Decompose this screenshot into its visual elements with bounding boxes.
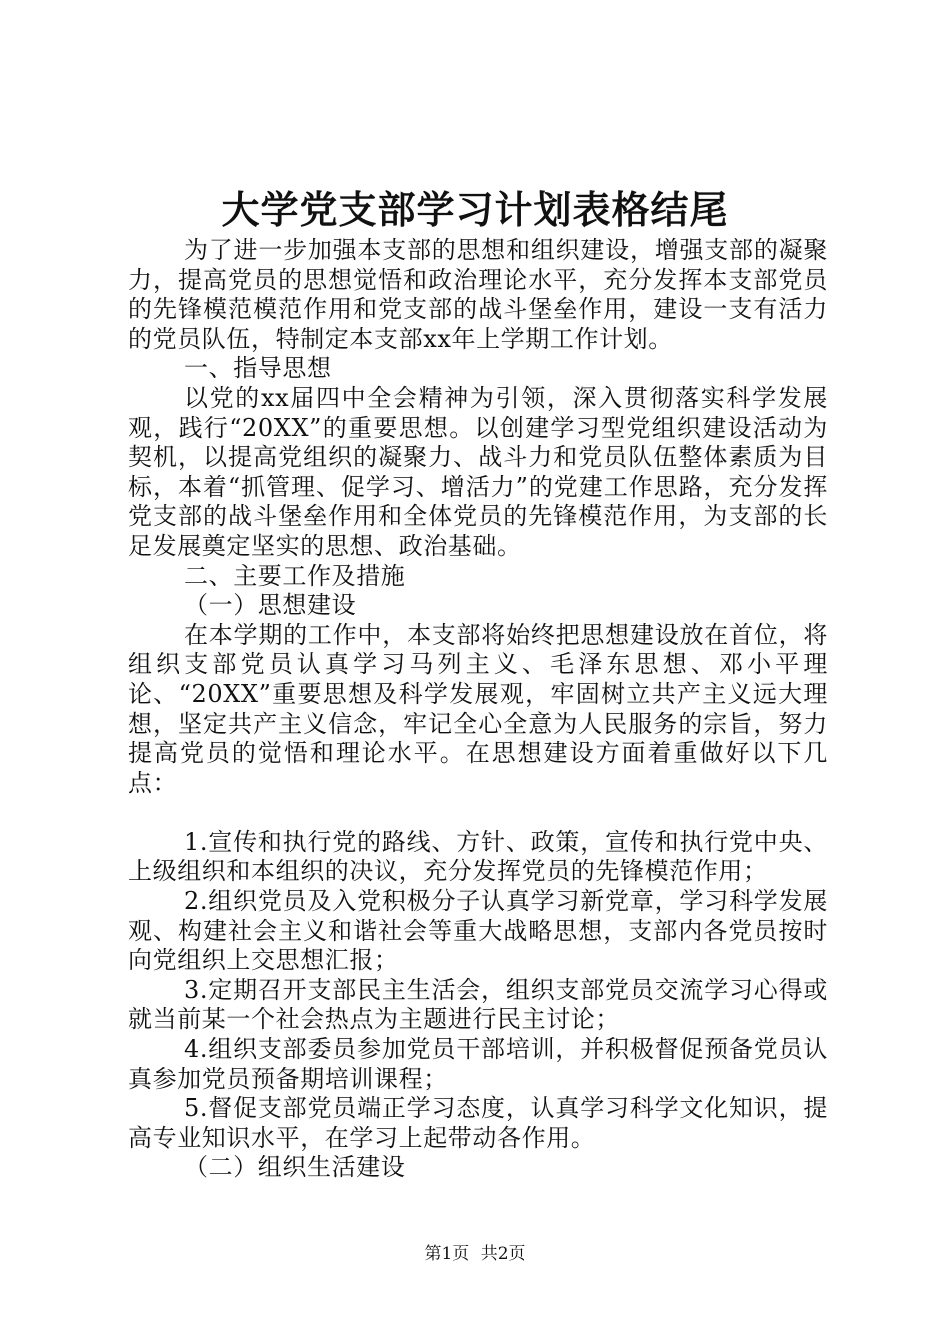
page-footer bbox=[0, 1243, 950, 1265]
list-item-2: 2.组织党员及入党积极分子认真学习新党章，学习科学发展观、构建社会主义和谐社会等重大战略思想，支部内各党员按时向党组织上交思想汇报； bbox=[128, 887, 828, 975]
subsection-heading-organization: （二）组织生活建设 bbox=[184, 1153, 406, 1182]
document-body bbox=[128, 236, 828, 1183]
ideology-paragraph: 在本学期的工作中，本支部将始终把思想建设放在首位，将组织支部党员认真学习马列主义、毛泽东思想、邓小平理论、“20XX”重要思想及科学发展观，牢固树立共产主义远大理想，坚定共产主义信念，牢记全心全意为人民服务的宗旨，努力提高党员的觉悟和理论水平。在思想建设方面着重做好以下几点： bbox=[128, 620, 828, 797]
list-item-3: 3.定期召开支部民主生活会，组织支部党员交流学习心得或就当前某一个社会热点为主题进行民主讨论； bbox=[128, 975, 828, 1034]
intro-paragraph: 为了进一步加强本支部的思想和组织建设，增强支部的凝聚力，提高党员的思想觉悟和政治理论水平，充分发挥本支部党员的先锋模范模范作用和党支部的战斗堡垒作用，建设一支有活力的党员队伍，特制定本支部xx年上学期工作计划。 bbox=[128, 236, 828, 353]
section-heading-main-work: 二、主要工作及措施 bbox=[184, 561, 406, 590]
page-total: 共2页 bbox=[480, 1244, 526, 1264]
subsection-heading-ideology: （一）思想建设 bbox=[184, 591, 357, 620]
list-item-4: 4.组织支部委员参加党员干部培训，并积极督促预备党员认真参加党员预备期培训课程； bbox=[128, 1035, 828, 1093]
document-title: 大学党支部学习计划表格结尾 bbox=[221, 187, 729, 232]
guiding-thought-paragraph: 以党的xx届四中全会精神为引领，深入贯彻落实科学发展观，践行“20XX”的重要思想。以创建学习型党组织建设活动为契机，以提高党组织的凝聚力、战斗力和党员队伍整体素质为目标，本着“抓管理、促学习、增活力”的党建工作思路，充分发挥党支部的战斗堡垒作用和全体党员的先锋模范作用，为支部的长足发展奠定坚实的思想、政治基础。 bbox=[128, 383, 828, 560]
section-heading-guiding-thought: 一、指导思想 bbox=[184, 354, 332, 383]
list-item-1: 1.宣传和执行党的路线、方针、政策，宣传和执行党中央、上级组织和本组织的决议，充分发挥党员的先锋模范作用； bbox=[128, 827, 828, 886]
page-number: 第1页 bbox=[424, 1244, 470, 1264]
paragraph-spacer bbox=[128, 798, 828, 828]
list-item-5: 5.督促支部党员端正学习态度，认真学习科学文化知识，提高专业知识水平，在学习上起带动各作用。 bbox=[128, 1094, 828, 1152]
